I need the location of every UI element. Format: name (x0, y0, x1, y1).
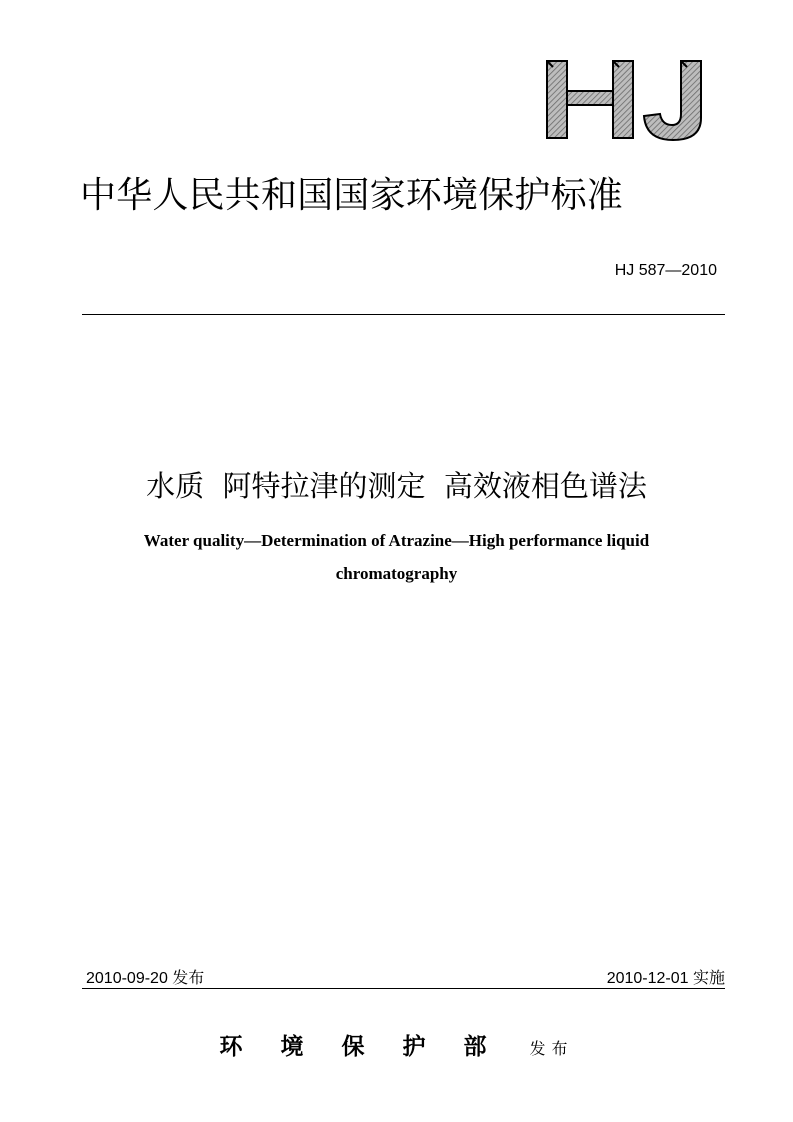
implement-date: 2010-12-01 (606, 970, 689, 987)
issuer-action: 发布 (529, 1039, 574, 1058)
bottom-divider (82, 988, 725, 989)
standard-code: HJ 587—2010 (614, 262, 717, 279)
document-title-chinese: 水质 阿特拉津的测定 高效液相色谱法 (146, 469, 647, 503)
publish-date: 2010-09-20 (86, 970, 168, 987)
issuer-name: 环境保护部 (219, 1033, 525, 1060)
publish-label: 发布 (172, 970, 205, 987)
hj-logo (543, 58, 706, 142)
top-divider (82, 314, 725, 315)
publish-info (86, 965, 204, 988)
document-title-english: Water quality—Determination of Atrazine—High performance liquid chromatography (143, 531, 650, 583)
standard-category-title: 中华人民共和国国家环境保护标准 (80, 175, 624, 216)
implement-label: 实施 (692, 970, 725, 987)
issuer-line (0, 1028, 793, 1061)
implement-info (607, 965, 725, 988)
